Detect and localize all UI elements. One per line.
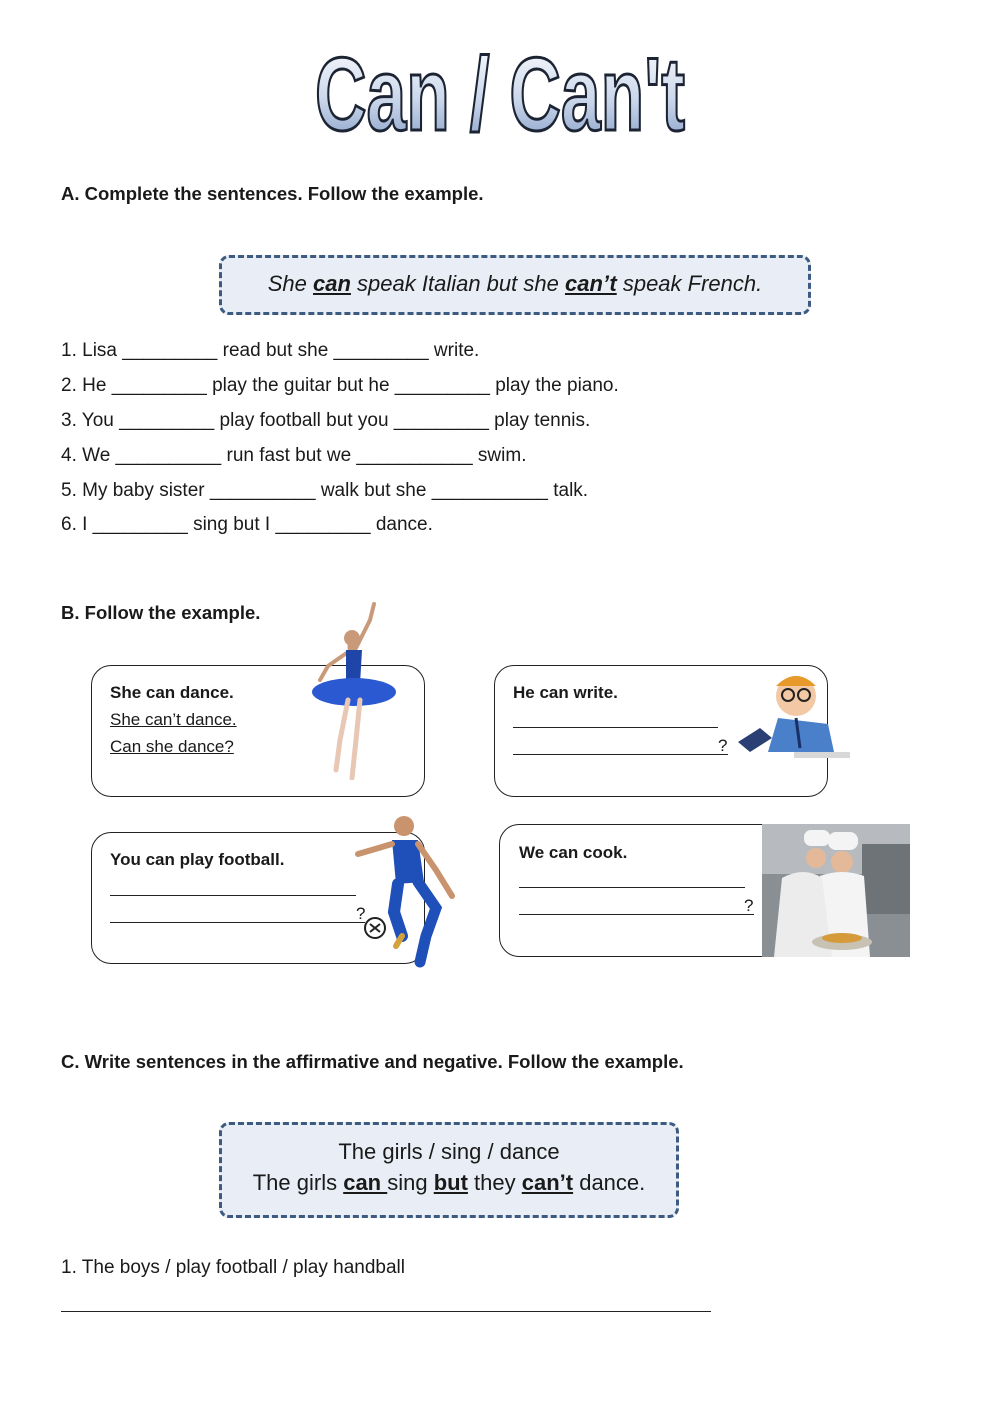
section-b-heading: B. Follow the example. <box>61 602 261 623</box>
answer-line[interactable] <box>110 895 356 896</box>
example-text: The girls <box>252 1170 344 1195</box>
sentence-4: 4. We __________ run fast but we ___________ swim. <box>61 445 527 466</box>
example-text: speak Italian but she <box>350 271 565 296</box>
sentence-2: 2. He _________ play the guitar but he _________ play the piano. <box>61 375 619 396</box>
example-text: they <box>467 1170 522 1195</box>
example-but: but <box>433 1170 468 1195</box>
card-prompt: He can write. <box>513 683 618 702</box>
example-text: dance. <box>573 1170 646 1195</box>
sentence-6: 6. I _________ sing but I _________ dance. <box>61 514 433 535</box>
answer-line[interactable] <box>519 914 754 915</box>
sentence-3: 3. You _________ play football but you _________ play tennis. <box>61 410 591 431</box>
card-prompt: You can play football. <box>110 850 285 869</box>
section-a-heading: A. Complete the sentences. Follow the example. <box>61 183 484 204</box>
example-answer <box>222 1170 676 1196</box>
example-box-c <box>219 1122 679 1218</box>
boy-writing-photo <box>738 668 850 764</box>
example-can: can <box>343 1170 388 1195</box>
section-c-heading: C. Write sentences in the affirmative and negative. Follow the example. <box>61 1051 684 1072</box>
chefs-cooking-photo <box>762 824 910 957</box>
title-text: Can / Can't <box>315 37 685 148</box>
example-text: sing <box>387 1170 434 1195</box>
example-prompt: The girls / sing / dance <box>338 1139 560 1164</box>
question-mark: ? <box>718 736 728 755</box>
answer-line[interactable] <box>61 1311 711 1312</box>
question-mark: ? <box>356 904 366 923</box>
sentence-5: 5. My baby sister __________ walk but she ___________ talk. <box>61 480 589 501</box>
example-text: She <box>267 271 314 296</box>
worksheet-title <box>0 28 1000 148</box>
answer-line[interactable] <box>519 887 745 888</box>
example-text: speak French. <box>616 271 763 296</box>
example-sentence-a <box>222 271 808 297</box>
card-prompt: We can cook. <box>519 843 628 862</box>
example-box-a <box>219 255 811 315</box>
sentence-1: 1. Lisa _________ read but she _________ write. <box>61 340 480 361</box>
ballerina-photo <box>300 600 410 780</box>
answer-line[interactable] <box>513 727 718 728</box>
exercise-c-item-1: 1. The boys / play football / play handball <box>61 1257 405 1278</box>
card-question: Can she dance? <box>110 737 234 756</box>
answer-line[interactable] <box>110 922 365 923</box>
card-negative: She can’t dance. <box>110 710 237 729</box>
question-mark: ? <box>744 896 754 915</box>
card-prompt: She can dance. <box>110 683 234 702</box>
football-player-photo <box>352 812 460 972</box>
example-cant: can’t <box>564 271 617 296</box>
example-cant: can’t <box>521 1170 574 1195</box>
example-can: can <box>313 271 351 296</box>
answer-line[interactable] <box>513 754 728 755</box>
